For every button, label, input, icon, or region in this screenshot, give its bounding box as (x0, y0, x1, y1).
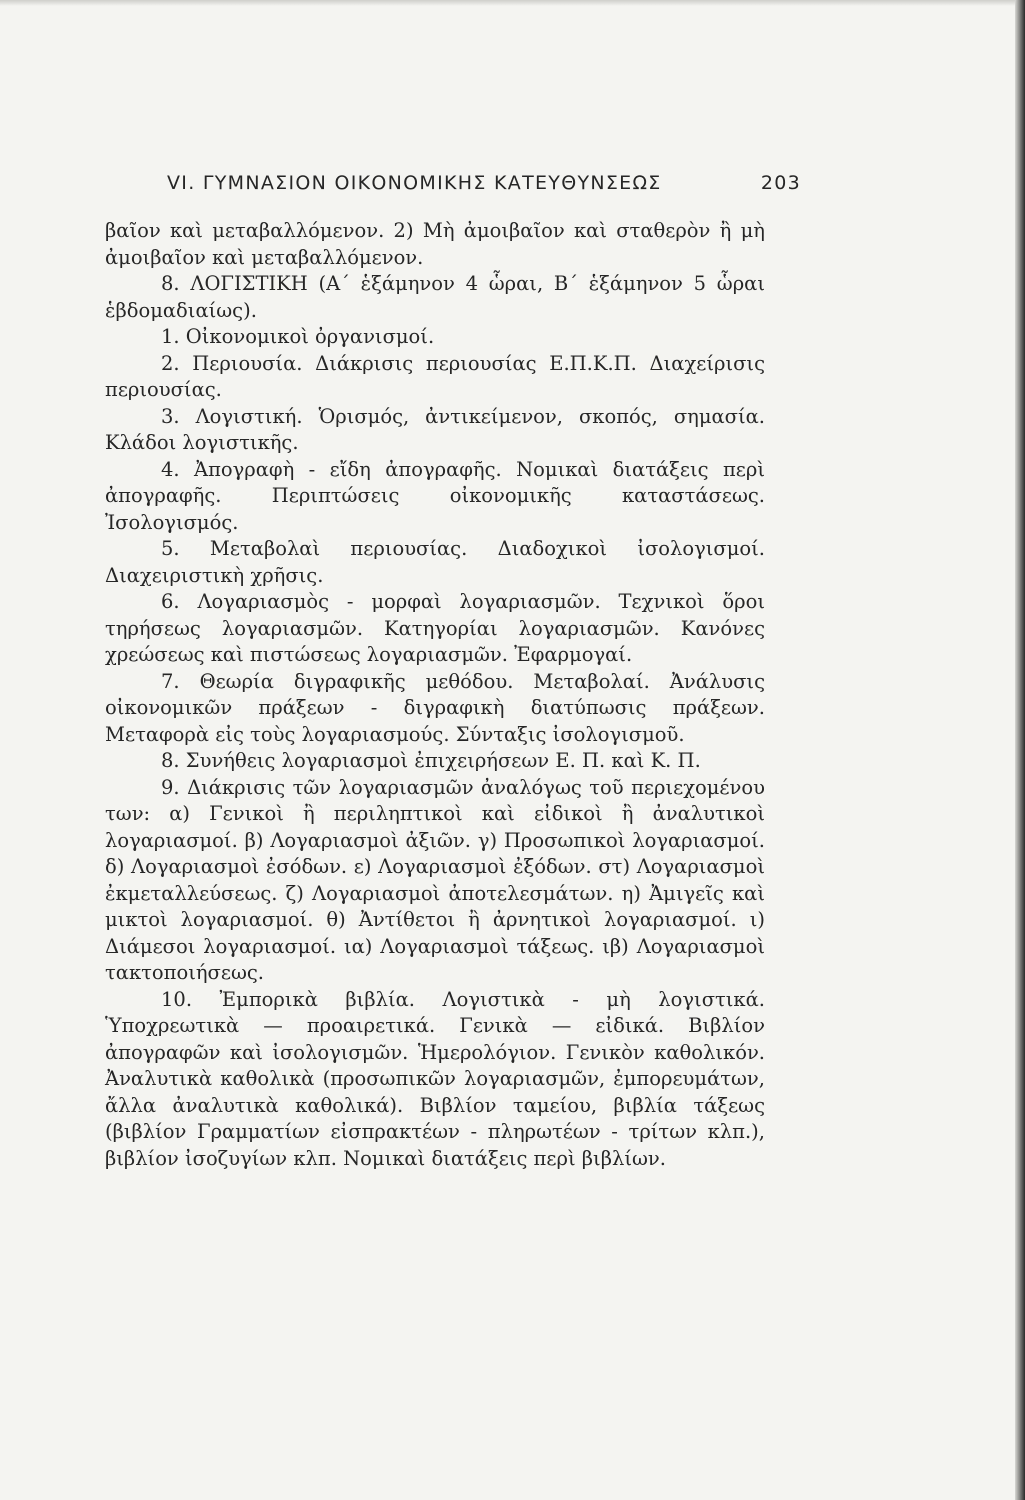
running-header (167, 172, 801, 194)
section-heading: 8. ΛΟΓΙΣΤΙΚΗ (Α΄ ἑξάμηνον 4 ὧραι, Β΄ ἑξάμηνον 5 ὧραι ἑβδομαδιαίως). (105, 272, 765, 322)
list-item: 1. Οἰκονομικοὶ ὀργανισμοί. (161, 325, 435, 348)
list-item: 4. Ἀπογραφὴ - εἴδη ἀπογραφῆς. Νομικαὶ διατάξεις περὶ ἀπογραφῆς. Περιπτώσεις οἰκονομικῆς καταστάσεως. Ἰσολογισμός. (105, 457, 765, 534)
list-item: 8. Συνήθεις λογαριασμοὶ ἐπιχειρήσεων Ε. Π. καὶ Κ. Π. (161, 749, 701, 772)
list-item: 10. Ἐμπορικὰ βιβλία. Λογιστικὰ - μὴ λογιστικά. Ὑποχρεωτικὰ — προαιρετικά. Γενικὰ — εἰδικά. Βιβλίον ἀπογραφῶν καὶ ἰσολογισμῶν. Ἡμερολόγιον. Γενικὸν καθολικόν. Ἀναλυτικὰ καθολικὰ (προσωπικῶν λογαριασμῶν, ἐμπορευμάτων, ἄλλα ἀναλυτικὰ καθολικά). Βιβλίον ταμείου, βιβλία τάξεως (βιβλίον Γραμματίων εἰσπρακτέων - πληρωτέων - τρίτων κλπ.), βιβλίον ἰσοζυγίων κλπ. Νομικαὶ διατάξεις περὶ βιβλίων. (105, 987, 765, 1170)
list-item: 5. Μεταβολαὶ περιουσίας. Διαδοχικοὶ ἰσολογισμοί. Διαχειριστικὴ χρῆσις. (105, 537, 765, 587)
list-item: 7. Θεωρία διγραφικῆς μεθόδου. Μεταβολαί. Ἀνάλυσις οἰκονομικῶν πράξεων - διγραφικὴ διατύπωσις πράξεων. Μεταφορὰ εἰς τοὺς λογαριασμούς. Σύνταξις ἰσολογισμοῦ. (105, 669, 765, 746)
list-item: 6. Λογαριασμὸς - μορφαὶ λογαριασμῶν. Τεχνικοὶ ὅροι τηρήσεως λογαριασμῶν. Κατηγορίαι λογαριασμῶν. Κανόνες χρεώσεως καὶ πιστώσεως λογαριασμῶν. Ἐφαρμογαί. (105, 590, 765, 666)
running-header-title: VI. ΓΥΜΝΑΣΙΟΝ ΟΙΚΟΝΟΜΙΚΗΣ ΚΑΤΕΥΘΥΝΣΕΩΣ (167, 172, 662, 194)
list-item: 9. Διάκρισις τῶν λογαριασμῶν ἀναλόγως τοῦ περιεχομένου των: α) Γενικοὶ ἢ περιληπτικοὶ καὶ εἰδικοὶ ἢ ἀναλυτικοὶ λογαριασμοί. β) Λογαριασμοὶ ἀξιῶν. γ) Προσωπικοὶ λογαριασμοί. δ) Λογαριασμοὶ ἐσόδων. ε) Λογαριασμοὶ ἐξόδων. στ) Λογαριασμοὶ ἐκμεταλλεύσεως. ζ) Λογαριασμοὶ ἀποτελεσμάτων. η) Ἀμιγεῖς καὶ μικτοὶ λογαριασμοί. θ) Ἀντίθετοι ἢ ἀρνητικοὶ λογαριασμοί. ι) Διάμεσοι λογαριασμοί. ια) Λογαριασμοὶ τάξεως. ιβ) Λογαριασμοὶ τακτοποιήσεως. (105, 775, 765, 984)
page-shadow-top (0, 0, 1025, 6)
page-number: 203 (760, 172, 801, 194)
page-edge-shadow (1015, 0, 1025, 1500)
list-item: 3. Λογιστική. Ὁρισμός, ἀντικείμενον, σκοπός, σημασία. Κλάδοι λογιστικῆς. (105, 404, 765, 454)
paragraph-continuation: βαῖον καὶ μεταβαλλόμενον. 2) Μὴ ἀμοιβαῖον καὶ σταθερὸν ἢ μὴ ἀμοιβαῖον καὶ μεταβαλλόμενον. (105, 219, 765, 269)
body-text (105, 218, 765, 1172)
list-item: 2. Περιουσία. Διάκρισις περιουσίας Ε.Π.Κ.Π. Διαχείρισις περιουσίας. (105, 351, 765, 401)
